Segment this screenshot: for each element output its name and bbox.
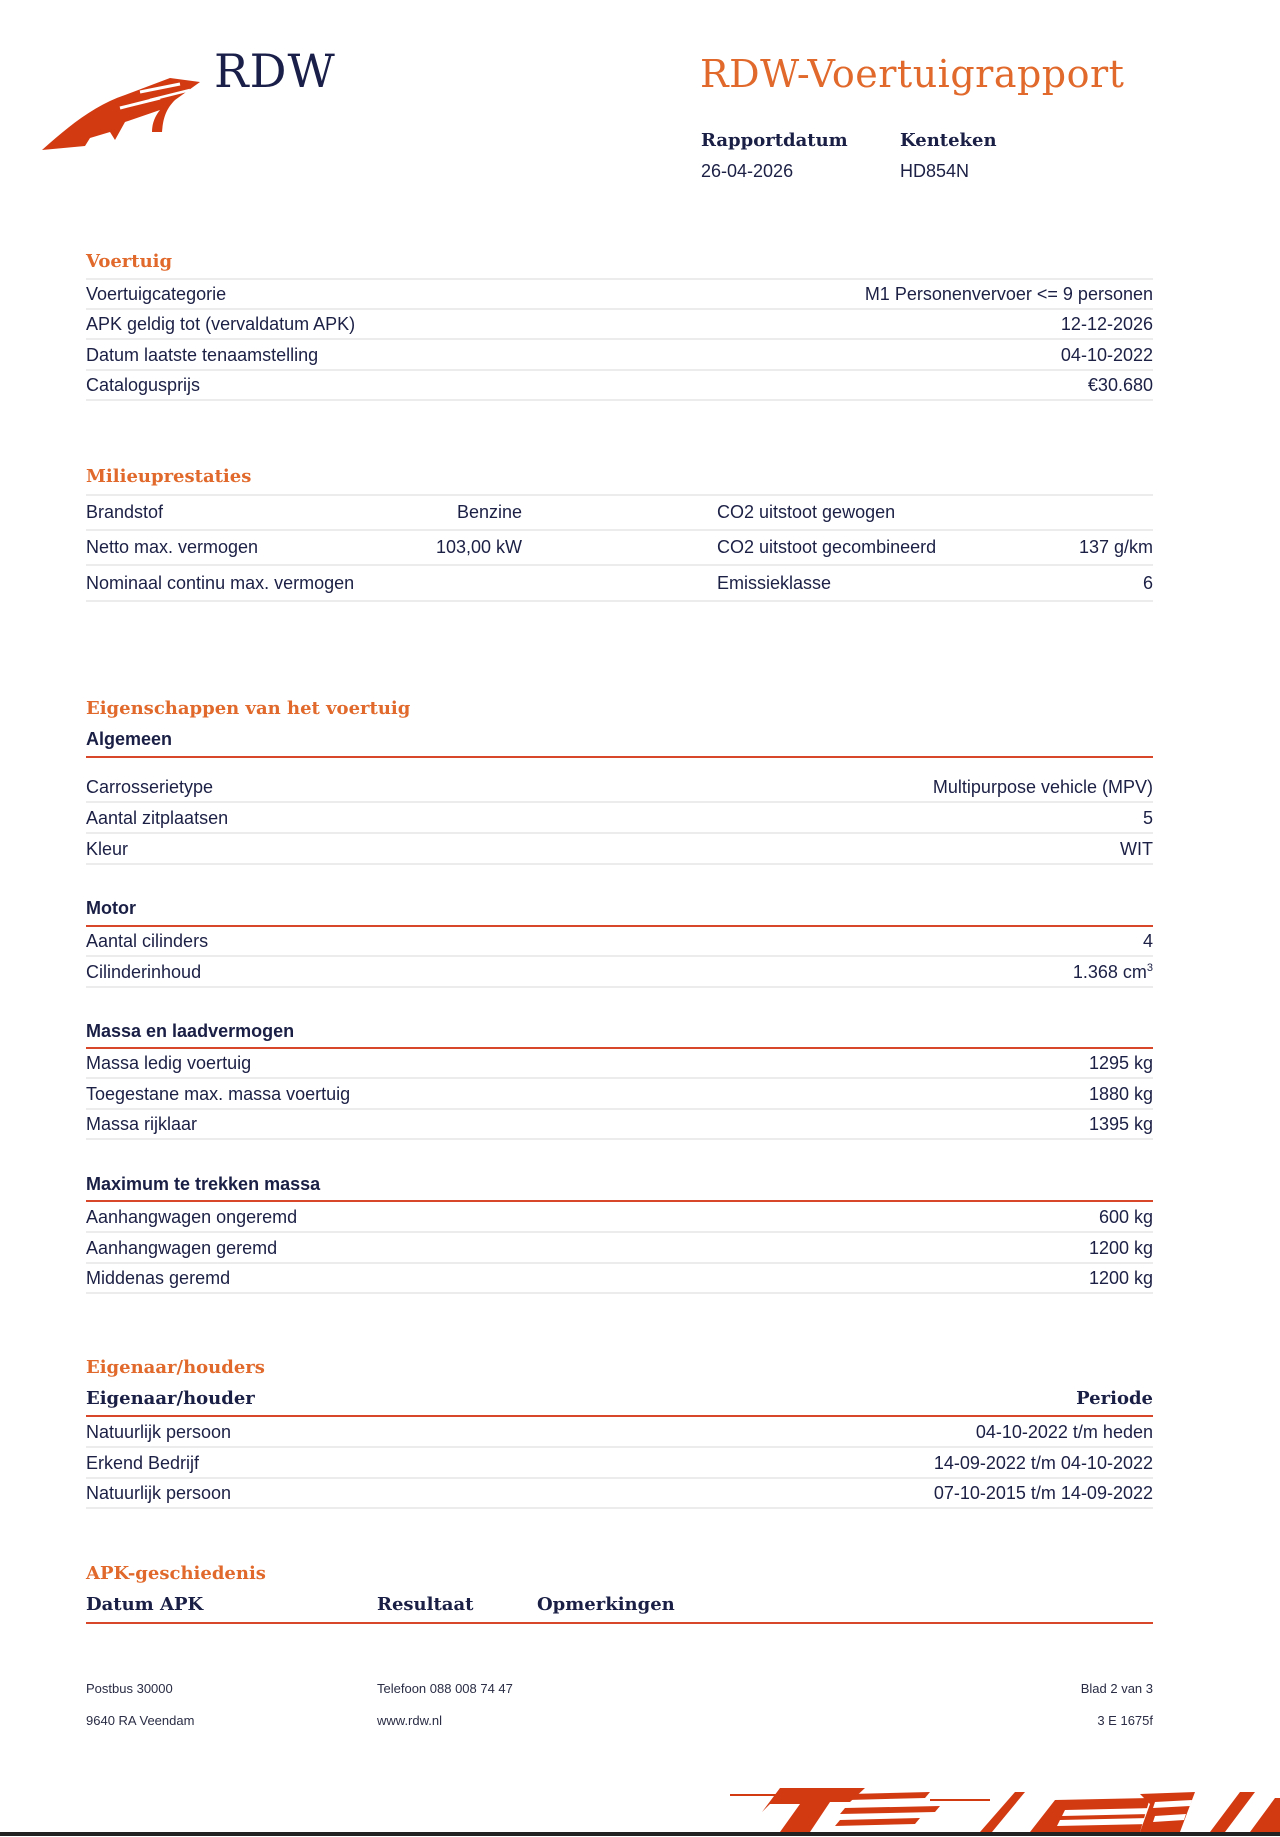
document-title: RDW-Voertuigrapport (700, 52, 1125, 96)
footer-phone: Telefoon 088 008 74 47 (377, 1681, 513, 1696)
row-label: CO2 uitstoot gewogen (717, 502, 896, 522)
row-value: 600 kg (1098, 1207, 1153, 1227)
table-row (86, 1479, 1153, 1509)
table-row (86, 1110, 1153, 1140)
footer-address-line2: 9640 RA Veendam (86, 1713, 195, 1728)
table-row (86, 1080, 1153, 1110)
table-row (86, 835, 1153, 865)
section-title-milieu: Milieuprestaties (86, 466, 252, 487)
row-value: 04-10-2022 t/m heden (975, 1422, 1153, 1442)
row-label: Kleur (86, 839, 129, 859)
section-title-apk: APK-geschiedenis (86, 1563, 266, 1584)
divider-red (86, 756, 1153, 758)
table-row (86, 927, 1153, 957)
column-header-eigenaar: Eigenaar/houder (86, 1388, 255, 1409)
row-label: Datum laatste tenaamstelling (86, 345, 319, 365)
column-header-periode: Periode (1076, 1388, 1153, 1409)
decorative-stripes (700, 1780, 1280, 1832)
divider-red (86, 1415, 1153, 1417)
row-value: 07-10-2015 t/m 14-09-2022 (933, 1483, 1153, 1503)
row-value: 1.368 $cm^3$ (1072, 962, 1153, 982)
row-value: Multipurpose vehicle (MPV) (932, 777, 1153, 797)
row-label: Emissieklasse (717, 573, 832, 593)
section-title-eigenschappen: Eigenschappen van het voertuig (86, 698, 411, 719)
rdw-logo (40, 70, 200, 155)
row-label: Aantal cilinders (86, 931, 209, 951)
table-row (86, 1264, 1153, 1294)
divider-red (86, 1622, 1153, 1624)
table-row (86, 958, 1153, 988)
subsection-title-algemeen: Algemeen (86, 729, 173, 749)
row-label: Voertuigcategorie (86, 284, 227, 304)
table-row (86, 496, 1153, 531)
row-value: 5 (1142, 808, 1153, 828)
table-row (86, 280, 1153, 310)
subsection-title-massa: Massa en laadvermogen (86, 1021, 295, 1041)
footer-website[interactable]: www.rdw.nl (377, 1713, 443, 1728)
row-value: 14-09-2022 t/m 04-10-2022 (933, 1453, 1153, 1473)
row-label: Cilinderinhoud (86, 962, 202, 982)
column-header-datum-apk: Datum APK (86, 1594, 204, 1615)
row-value: 6 (1142, 573, 1153, 593)
table-row (86, 1418, 1153, 1448)
row-label: Toegestane max. massa voertuig (86, 1084, 351, 1104)
row-label: Massa ledig voertuig (86, 1053, 252, 1073)
footer-doc-code: 3 E 1675f (1097, 1713, 1153, 1728)
subsection-title-trekken: Maximum te trekken massa (86, 1174, 321, 1194)
row-value: WIT (1120, 839, 1153, 859)
row-label: Aantal zitplaatsen (86, 808, 229, 828)
section-title-eigenaar: Eigenaar/houders (86, 1357, 265, 1378)
rdw-feather-logo-icon (40, 70, 200, 155)
table-row (86, 341, 1153, 371)
row-label: Carrosserietype (86, 777, 214, 797)
table-row (86, 1449, 1153, 1479)
row-label: Natuurlijk persoon (86, 1483, 232, 1503)
table-row (86, 773, 1153, 803)
row-value: 1880 kg (1088, 1084, 1153, 1104)
kenteken-value: HD854N (900, 161, 970, 181)
column-header-resultaat: Resultaat (377, 1594, 474, 1615)
row-value: Benzine (456, 502, 522, 522)
row-label: Nominaal continu max. vermogen (86, 573, 355, 593)
divider-red (86, 1200, 1153, 1202)
row-label: Natuurlijk persoon (86, 1422, 232, 1442)
row-label: CO2 uitstoot gecombineerd (717, 537, 937, 557)
row-value: €30.680 (1087, 375, 1153, 395)
logo-text: RDW (214, 44, 336, 98)
row-value: 1200 kg (1088, 1238, 1153, 1258)
page-bottom-edge (0, 1832, 1280, 1836)
row-value: 1200 kg (1088, 1268, 1153, 1288)
row-value: 12-12-2026 (1060, 314, 1153, 334)
row-value: 1295 kg (1088, 1053, 1153, 1073)
row-value: 137 g/km (1078, 537, 1153, 557)
footer-address-line1: Postbus 30000 (86, 1681, 173, 1696)
row-label: APK geldig tot (vervaldatum APK) (86, 314, 356, 334)
row-label: Aanhangwagen ongeremd (86, 1207, 298, 1227)
column-header-opmerkingen: Opmerkingen (537, 1594, 675, 1615)
row-label: Aanhangwagen geremd (86, 1238, 278, 1258)
rapportdatum-value: 26-04-2026 (701, 161, 794, 181)
row-value: 103,00 kW (435, 537, 522, 557)
table-row (86, 371, 1153, 401)
table-row (86, 310, 1153, 340)
row-value: 1395 kg (1088, 1114, 1153, 1134)
table-row (86, 1234, 1153, 1264)
kenteken-label: Kenteken (900, 130, 997, 151)
row-value: M1 Personenvervoer <= 9 personen (864, 284, 1153, 304)
row-label: Brandstof (86, 502, 164, 522)
table-row (86, 567, 1153, 602)
row-value: 4 (1142, 931, 1153, 951)
table-row (86, 804, 1153, 834)
row-label: Middenas geremd (86, 1268, 231, 1288)
row-value: 04-10-2022 (1060, 345, 1153, 365)
row-label: Erkend Bedrijf (86, 1453, 200, 1473)
row-label: Massa rijklaar (86, 1114, 198, 1134)
row-label: Catalogusprijs (86, 375, 201, 395)
rapportdatum-label: Rapportdatum (701, 130, 848, 151)
table-row (86, 1049, 1153, 1079)
section-title-voertuig: Voertuig (86, 251, 173, 272)
row-label: Netto max. vermogen (86, 537, 259, 557)
subsection-title-motor: Motor (86, 898, 136, 918)
table-row (86, 531, 1153, 566)
footer-page-number: Blad 2 van 3 (1080, 1681, 1153, 1696)
decorative-speed-stripes-icon (700, 1780, 1280, 1832)
table-row (86, 1203, 1153, 1233)
